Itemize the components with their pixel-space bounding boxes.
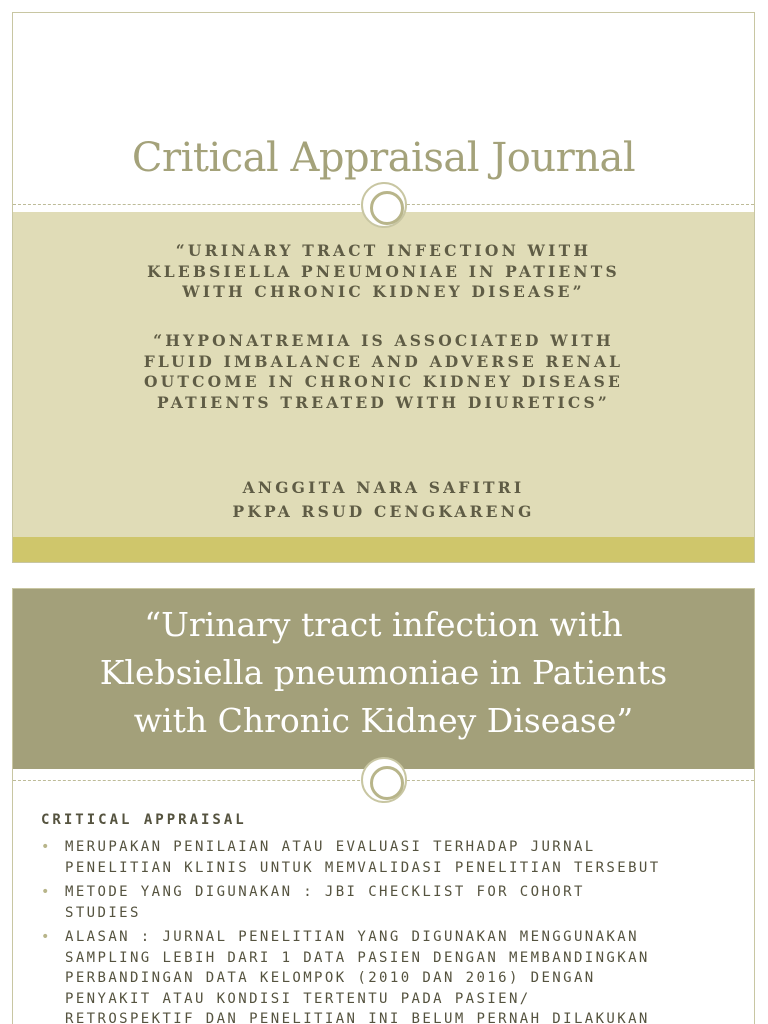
slide-title: “Urinary tract infection with Klebsiella pneumoniae in Patients with Chronic Kidney Disease”	[99, 605, 668, 740]
bullet-icon: •	[41, 839, 50, 855]
bullet-list	[41, 837, 741, 1024]
journal-title-2: “HYPONATREMIA IS ASSOCIATED WITH FLUID IMBALANCE AND ADVERSE RENAL OUTCOME IN CHRONIC KIDNEY DISEASE PATIENTS TREATED WITH DIURETICS”	[143, 331, 624, 412]
footer-band	[13, 537, 754, 563]
list-item: • ALASAN : JURNAL PENELITIAN YANG DIGUNAKAN MENGGUNAKAN SAMPLING LEBIH DARI 1 DATA PASIEN DENGAN MEMBANDINGKAN PERBANDINGAN DATA KELOMPOK (2010 DAN 2016) DENGAN PENYAKIT ATAU KONDISI TERTENTU PADA PASIEN/ RETROSPEKTIF DAN PENELITIAN INI BELUM PERNAH DILAKUKAN	[41, 929, 650, 1024]
journal-title-1: “URINARY TRACT INFECTION WITH KLEBSIELLA PNEUMONIAE IN PATIENTS WITH CHRONIC KIDNEY DISEASE”	[147, 241, 620, 301]
content-slide	[12, 588, 755, 1024]
circle-ornament-icon	[361, 182, 407, 228]
bullet-icon: •	[41, 929, 50, 945]
circle-ornament-icon	[361, 757, 407, 803]
list-item: • METODE YANG DIGUNAKAN : JBI CHECKLIST FOR COHORT STUDIES	[41, 884, 585, 921]
list-item: • MERUPAKAN PENILAIAN ATAU EVALUASI TERHADAP JURNAL PENELITIAN KLINIS UNTUK MEMVALIDASI PENELITIAN TERSEBUT	[41, 839, 661, 876]
author-name: ANGGITA NARA SAFITRI	[242, 478, 525, 497]
slide-title: Critical Appraisal Journal	[131, 135, 636, 181]
author-affiliation: PKPA RSUD CENGKARENG	[232, 502, 535, 521]
section-heading: CRITICAL APPRAISAL	[41, 812, 247, 828]
title-slide	[12, 12, 755, 563]
bullet-icon: •	[41, 884, 50, 900]
